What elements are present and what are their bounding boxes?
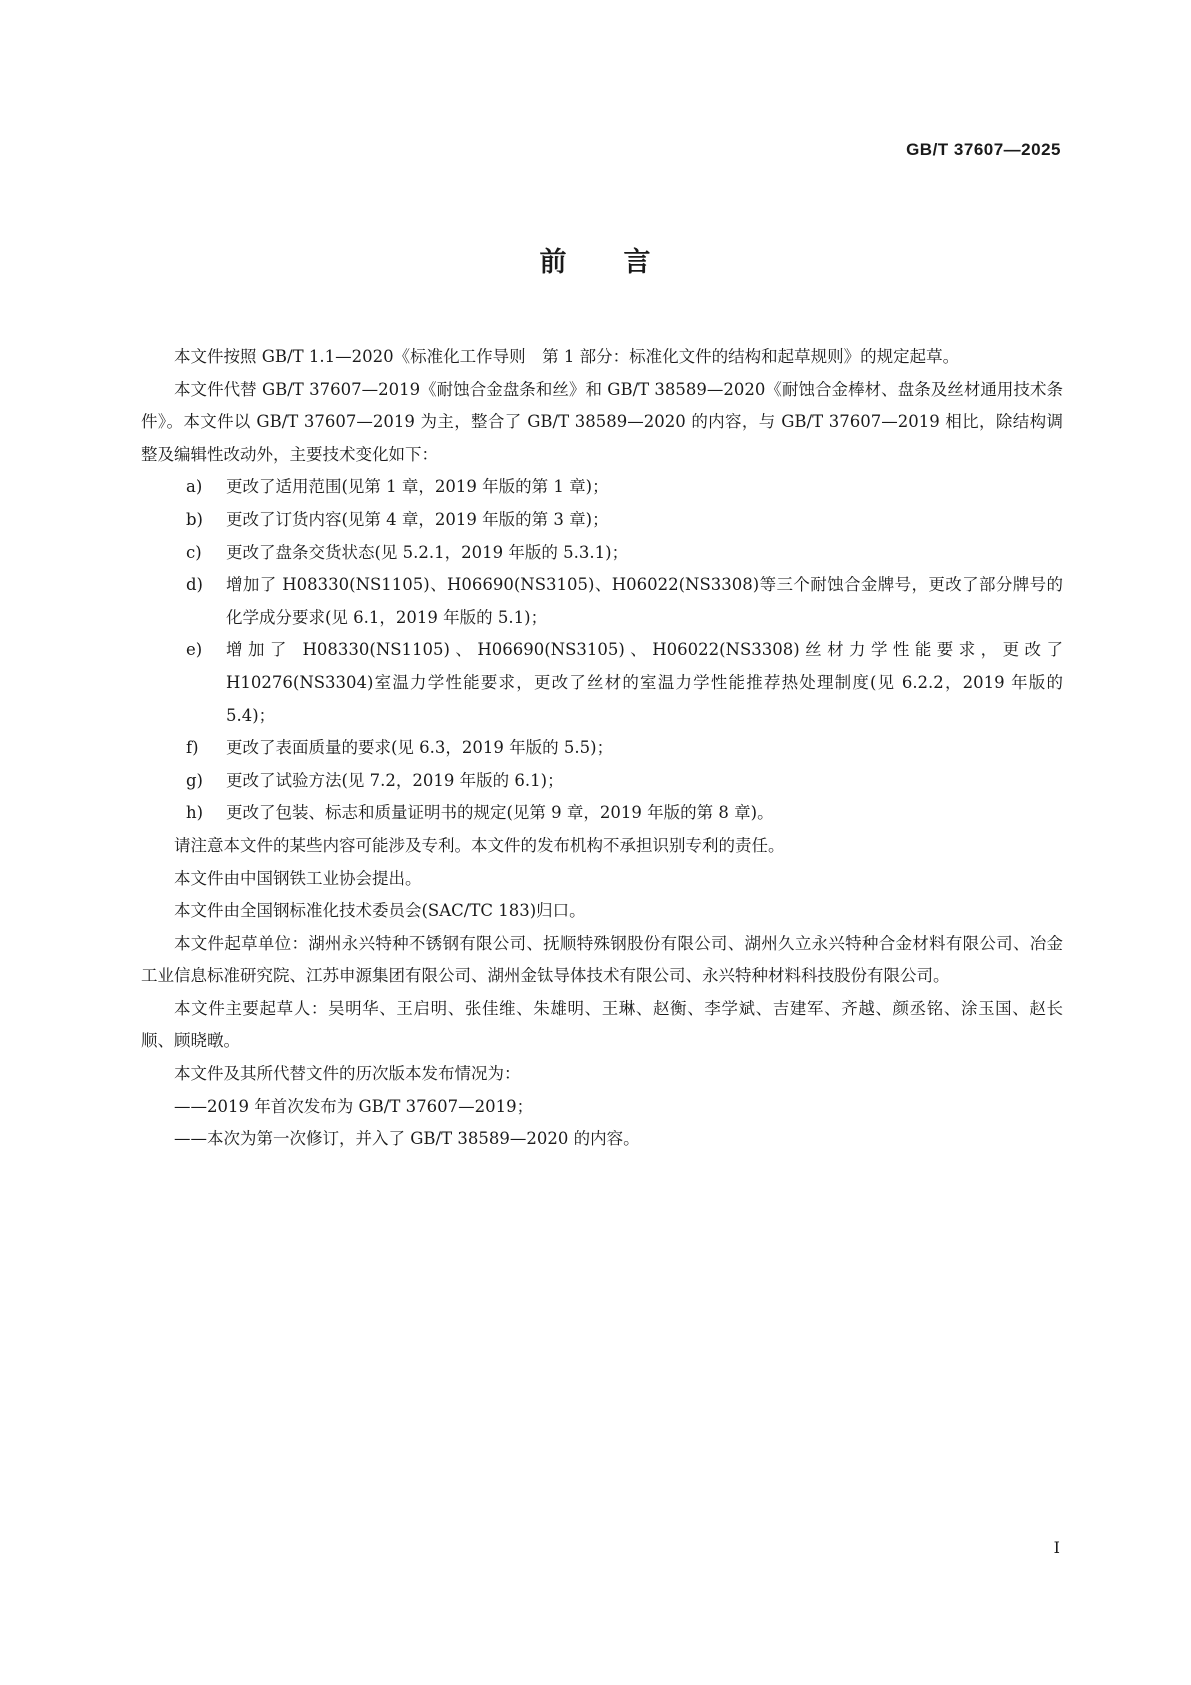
list-text: 更改了适用范围(见第 1 章，2019 年版的第 1 章)； — [226, 477, 609, 497]
list-marker: f) — [186, 738, 199, 758]
list-marker: c) — [186, 542, 202, 562]
paragraph-history-intro: 本文件及其所代替文件的历次版本发布情况为： — [174, 1064, 521, 1084]
list-marker: a) — [186, 477, 203, 497]
list-text: 更改了包装、标志和质量证明书的规定(见第 9 章，2019 年版的第 8 章)。 — [226, 803, 774, 823]
list-marker: d) — [186, 575, 203, 595]
history-item: ——本次为第一次修订，并入了 GB/T 38589—2020 的内容。 — [174, 1129, 640, 1149]
paragraph-drafters: 本文件主要起草人：吴明华、王启明、张佳维、朱雄明、王琳、赵衡、李学斌、吉建军、齐越、颜丞铭、涂玉国、赵长顺、顾晓暾。 — [141, 998, 1063, 1051]
page-number: I — [1053, 1538, 1060, 1557]
paragraph-drafting-rules: 本文件按照 GB/T 1.1—2020《标准化工作导则 第 1 部分：标准化文件的结构和起草规则》的规定起草。 — [174, 347, 960, 366]
list-text: 更改了订货内容(见第 4 章，2019 年版的第 3 章)； — [226, 509, 609, 529]
list-item — [141, 634, 1063, 732]
standard-code: GB/T 37607—2025 — [906, 140, 1061, 159]
list-marker: b) — [186, 509, 203, 529]
list-marker: h) — [186, 803, 204, 823]
list-item — [141, 471, 1063, 504]
list-text: 更改了表面质量的要求(见 6.3，2019 年版的 5.5)； — [226, 738, 614, 758]
list-item — [141, 504, 1063, 537]
paragraph-committee: 本文件由全国钢标准化技术委员会(SAC/TC 183)归口。 — [174, 901, 586, 921]
list-text: 增加了 H08330(NS1105)、H06690(NS3105)、H06022(NS3308)丝材力学性能要求，更改了 H10276(NS3304)室温力学性能要求，更改了丝材的室温力学性能推荐热处理制度(见 6.2.2，2019 年版的 5.4)； — [226, 640, 1063, 725]
list-marker: e) — [186, 640, 203, 660]
history-item: ——2019 年首次发布为 GB/T 37607—2019； — [174, 1096, 534, 1116]
paragraph-proposer: 本文件由中国钢铁工业协会提出。 — [174, 868, 422, 888]
paragraph-patent-notice: 请注意本文件的某些内容可能涉及专利。本文件的发布机构不承担识别专利的责任。 — [174, 835, 785, 855]
list-text: 更改了盘条交货状态(见 5.2.1，2019 年版的 5.3.1)； — [226, 542, 629, 562]
list-item — [141, 765, 1063, 798]
list-marker: g) — [186, 770, 203, 790]
paragraph-drafting-units: 本文件起草单位：湖州永兴特种不锈钢有限公司、抚顺特殊钢股份有限公司、湖州久立永兴特种合金材料有限公司、冶金工业信息标准研究院、江苏申源集团有限公司、湖州金钛导体技术有限公司、永兴特种材料科技股份有限公司。 — [141, 933, 1063, 986]
list-item — [141, 732, 1063, 765]
paragraph-replacement: 本文件代替 GB/T 37607—2019《耐蚀合金盘条和丝》和 GB/T 38589—2020《耐蚀合金棒材、盘条及丝材通用技术条件》。本文件以 GB/T 37607—2019 为主，整合了 GB/T 38589—2020 的内容，与 GB/T 37607—2019 相比，除结构调整及编辑性改动外，主要技术变化如下： — [141, 379, 1063, 464]
changes-list — [141, 471, 1063, 830]
foreword-body — [141, 341, 1063, 1156]
page-title: 前 言 — [539, 247, 652, 278]
list-item — [141, 797, 1063, 830]
list-text: 更改了试验方法(见 7.2，2019 年版的 6.1)； — [226, 770, 564, 790]
list-item — [141, 537, 1063, 570]
list-item — [141, 569, 1063, 634]
list-text: 增加了 H08330(NS1105)、H06690(NS3105)、H06022(NS3308)等三个耐蚀合金牌号，更改了部分牌号的化学成分要求(见 6.1，2019 年版的 5.1)； — [226, 575, 1063, 627]
